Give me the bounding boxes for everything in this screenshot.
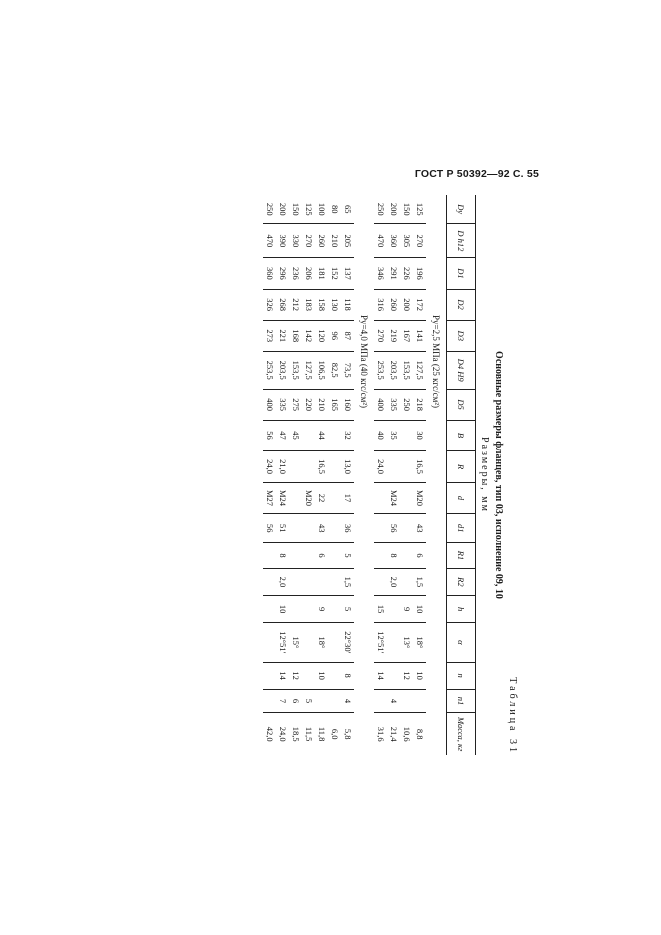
table-cell: 400	[263, 389, 276, 420]
table-cell	[302, 662, 315, 689]
table-cell: 9	[400, 596, 413, 623]
table-cell: 42,0	[263, 713, 276, 755]
table-cell: 360	[263, 258, 276, 289]
table-cell: 218	[413, 389, 426, 420]
table-cell: 30	[413, 420, 426, 451]
table-cell: 200	[400, 289, 413, 320]
table-cell: 31,6	[374, 713, 387, 755]
table-cell	[289, 568, 302, 595]
table-cell	[374, 514, 387, 543]
table-cell: 43	[315, 514, 328, 543]
column-header: D h12	[447, 224, 476, 258]
table-cell	[289, 514, 302, 543]
table-cell: 24,0	[374, 451, 387, 482]
table-cell: 270	[374, 320, 387, 351]
table-cell: 221	[276, 320, 289, 351]
table-cell	[400, 568, 413, 595]
table-cell: 360	[387, 224, 400, 258]
table-cell: 65	[341, 195, 354, 224]
table-cell: 226	[400, 258, 413, 289]
table-cell	[374, 543, 387, 568]
table-cell: 1,5	[413, 568, 426, 595]
table-cell	[400, 689, 413, 713]
table-row	[413, 195, 426, 755]
table-cell	[328, 623, 341, 662]
table-cell: 12	[289, 662, 302, 689]
table-cell	[263, 568, 276, 595]
table-cell: 17	[341, 482, 354, 514]
table-cell: 205	[341, 224, 354, 258]
table-cell: 125	[302, 195, 315, 224]
table-cell	[328, 689, 341, 713]
table-cell: 6,0	[328, 713, 341, 755]
column-header: R2	[447, 568, 476, 595]
column-header: B	[447, 420, 476, 451]
table-row	[374, 195, 387, 755]
table-cell: 291	[387, 258, 400, 289]
table-cell: М20	[413, 482, 426, 514]
table-cell	[328, 596, 341, 623]
table-cell: 21,0	[276, 451, 289, 482]
table-cell: 56	[263, 514, 276, 543]
table-cell: 250	[374, 195, 387, 224]
table-cell: 390	[276, 224, 289, 258]
table-cell	[387, 451, 400, 482]
table-cell: 6	[289, 689, 302, 713]
column-header: d	[447, 482, 476, 514]
table-cell: 165	[328, 389, 341, 420]
table-cell: 305	[400, 224, 413, 258]
table-cell: 10	[413, 596, 426, 623]
table-cell	[387, 596, 400, 623]
table-cell: 236	[289, 258, 302, 289]
table-cell: 106,5	[315, 351, 328, 389]
table-cell: 270	[302, 224, 315, 258]
table-cell: М24	[276, 482, 289, 514]
table-row	[341, 195, 354, 755]
table-cell: 142	[302, 320, 315, 351]
table-cell	[263, 662, 276, 689]
column-header: d1	[447, 514, 476, 543]
table-cell	[263, 689, 276, 713]
table-cell: 10	[276, 596, 289, 623]
table-cell	[328, 482, 341, 514]
table-cell: 212	[289, 289, 302, 320]
table-cell	[328, 420, 341, 451]
table-cell: 6	[413, 543, 426, 568]
table-cell: 5,8	[341, 713, 354, 755]
table-cell: 15°	[289, 623, 302, 662]
table-cell: 8	[341, 662, 354, 689]
column-header: n1	[447, 689, 476, 713]
table-cell	[328, 568, 341, 595]
column-header: D1	[447, 258, 476, 289]
table-cell: 43	[413, 514, 426, 543]
table-cell: 118	[341, 289, 354, 320]
table-cell: 22	[315, 482, 328, 514]
table-row	[289, 195, 302, 755]
rotated-table-sheet	[160, 195, 520, 755]
table-cell: 18,5	[289, 713, 302, 755]
table-cell: 4	[387, 689, 400, 713]
table-cell	[289, 451, 302, 482]
table-cell: 5	[341, 596, 354, 623]
table-cell: 82,5	[328, 351, 341, 389]
table-cell: 210	[315, 389, 328, 420]
table-cell: 6	[315, 543, 328, 568]
table-cell: 9	[315, 596, 328, 623]
table-cell: 1,5	[341, 568, 354, 595]
table-cell: 250	[263, 195, 276, 224]
table-cell: 12°51′	[374, 623, 387, 662]
table-cell: 326	[263, 289, 276, 320]
table-cell: 18°	[315, 623, 328, 662]
table-cell: 35	[387, 420, 400, 451]
table-cell: 153,5	[289, 351, 302, 389]
table-cell: 141	[413, 320, 426, 351]
table-cell: 260	[387, 289, 400, 320]
table-cell	[387, 662, 400, 689]
table-cell: 13°	[400, 623, 413, 662]
table-cell: 80	[328, 195, 341, 224]
column-header: D3	[447, 320, 476, 351]
column-header: D4 H9	[447, 351, 476, 389]
table-title: Основные размеры фланцев, тип 03, исполнение 09, 10	[493, 351, 504, 599]
table-cell: 296	[276, 258, 289, 289]
table-cell: 172	[413, 289, 426, 320]
table-cell: 18°	[413, 623, 426, 662]
table-cell: М24	[387, 482, 400, 514]
table-cell: 150	[289, 195, 302, 224]
column-header: Масса, кг	[447, 713, 476, 755]
table-cell: 32	[341, 420, 354, 451]
table-cell	[302, 543, 315, 568]
table-cell: 2,0	[387, 568, 400, 595]
table-cell	[263, 596, 276, 623]
page-header: ГОСТ Р 50392—92 С. 55	[414, 168, 539, 180]
table-cell	[302, 451, 315, 482]
table-cell	[289, 596, 302, 623]
table-cell	[263, 623, 276, 662]
table-cell	[289, 482, 302, 514]
table-cell	[302, 568, 315, 595]
table-cell: 16,5	[413, 451, 426, 482]
table-cell: 270	[413, 224, 426, 258]
column-header: h	[447, 596, 476, 623]
table-cell: 206	[302, 258, 315, 289]
table-row	[276, 195, 289, 755]
table-cell	[400, 514, 413, 543]
table-cell: 100	[315, 195, 328, 224]
table-label: Таблица 31	[507, 677, 518, 755]
table-cell	[374, 482, 387, 514]
column-header: R1	[447, 543, 476, 568]
table-cell: 153,5	[400, 351, 413, 389]
table-cell: 181	[315, 258, 328, 289]
table-cell	[315, 689, 328, 713]
column-header: α	[447, 623, 476, 662]
table-row	[263, 195, 276, 755]
table-cell: 22°30′	[341, 623, 354, 662]
table-cell: 346	[374, 258, 387, 289]
table-cell: 183	[302, 289, 315, 320]
table-cell: 137	[341, 258, 354, 289]
table-row	[400, 195, 413, 755]
table-cell: 51	[276, 514, 289, 543]
table-cell: 40	[374, 420, 387, 451]
table-cell: 196	[413, 258, 426, 289]
table-cell: М27	[263, 482, 276, 514]
table-cell: 400	[374, 389, 387, 420]
table-cell: 36	[341, 514, 354, 543]
table-cell: 130	[328, 289, 341, 320]
table-cell: 127,5	[302, 351, 315, 389]
table-cell	[302, 596, 315, 623]
table-cell: 253,5	[263, 351, 276, 389]
table-cell: 11,8	[315, 713, 328, 755]
table-cell	[413, 689, 426, 713]
table-cell: 125	[413, 195, 426, 224]
table-cell: 47	[276, 420, 289, 451]
table-cell: 268	[276, 289, 289, 320]
table-cell: 13,0	[341, 451, 354, 482]
table-cell: 220	[302, 389, 315, 420]
table-cell: 12	[400, 662, 413, 689]
table-cell: 200	[276, 195, 289, 224]
table-cell: 127,5	[413, 351, 426, 389]
table-cell: 10	[315, 662, 328, 689]
table-cell: 44	[315, 420, 328, 451]
section-label: Pу=2,5 МПа (25 кгс/см²)	[431, 315, 442, 409]
table-cell	[302, 420, 315, 451]
table-cell: 56	[263, 420, 276, 451]
table-cell	[400, 482, 413, 514]
table-cell: 120	[315, 320, 328, 351]
table-cell: 158	[315, 289, 328, 320]
table-cell: 45	[289, 420, 302, 451]
table-cell: 87	[341, 320, 354, 351]
table-cell: 10	[413, 662, 426, 689]
table-cell	[328, 514, 341, 543]
table-cell: 7	[276, 689, 289, 713]
table-cell: 14	[374, 662, 387, 689]
table-cell	[374, 568, 387, 595]
table-cell	[302, 623, 315, 662]
table-cell	[400, 451, 413, 482]
table-cell: 250	[400, 389, 413, 420]
table-cell	[400, 543, 413, 568]
column-header: D5	[447, 389, 476, 420]
table-cell: 56	[387, 514, 400, 543]
table-cell	[328, 451, 341, 482]
table-cell: 253,5	[374, 351, 387, 389]
table-cell: 2,0	[276, 568, 289, 595]
table-cell: 275	[289, 389, 302, 420]
table-cell: 152	[328, 258, 341, 289]
section-label: Pу=4,0 МПа (40 кгс/см²)	[359, 315, 370, 409]
table-cell: 150	[400, 195, 413, 224]
table-cell: 330	[289, 224, 302, 258]
dimensions-table	[263, 195, 476, 755]
table-cell	[387, 623, 400, 662]
table-cell: 316	[374, 289, 387, 320]
table-cell: 12°51′	[276, 623, 289, 662]
table-cell	[328, 662, 341, 689]
table-cell: 470	[263, 224, 276, 258]
table-cell: 260	[315, 224, 328, 258]
table-cell: 335	[387, 389, 400, 420]
table-cell	[263, 543, 276, 568]
table-cell: 8,8	[413, 713, 426, 755]
table-row	[387, 195, 400, 755]
column-header: D2	[447, 289, 476, 320]
table-cell: 470	[374, 224, 387, 258]
table-cell: 5	[341, 543, 354, 568]
table-cell: 21,4	[387, 713, 400, 755]
table-cell: 24,0	[263, 451, 276, 482]
column-header: Dу	[447, 195, 476, 224]
table-cell: 210	[328, 224, 341, 258]
table-cell: 200	[387, 195, 400, 224]
table-cell: 73,5	[341, 351, 354, 389]
table-cell	[302, 514, 315, 543]
table-cell	[289, 543, 302, 568]
table-subtitle: Размеры, мм	[479, 437, 490, 513]
table-cell: М20	[302, 482, 315, 514]
table-cell: 11,5	[302, 713, 315, 755]
table-cell: 168	[289, 320, 302, 351]
table-cell: 24,0	[276, 713, 289, 755]
table-cell: 8	[387, 543, 400, 568]
table-cell: 203,5	[276, 351, 289, 389]
table-cell: 219	[387, 320, 400, 351]
table-cell: 335	[276, 389, 289, 420]
table-row	[302, 195, 315, 755]
table-row	[328, 195, 341, 755]
table-cell: 160	[341, 389, 354, 420]
table-cell: 8	[276, 543, 289, 568]
table-cell	[315, 568, 328, 595]
table-cell	[374, 689, 387, 713]
table-cell: 96	[328, 320, 341, 351]
table-cell: 203,5	[387, 351, 400, 389]
table-cell: 15	[374, 596, 387, 623]
table-cell: 16,5	[315, 451, 328, 482]
table-cell: 10,6	[400, 713, 413, 755]
table-row	[315, 195, 328, 755]
table-cell: 4	[341, 689, 354, 713]
table-cell: 273	[263, 320, 276, 351]
table-cell: 167	[400, 320, 413, 351]
table-cell	[328, 543, 341, 568]
column-header: R	[447, 451, 476, 482]
column-header: n	[447, 662, 476, 689]
table-cell	[400, 420, 413, 451]
table-cell: 5	[302, 689, 315, 713]
table-cell: 14	[276, 662, 289, 689]
